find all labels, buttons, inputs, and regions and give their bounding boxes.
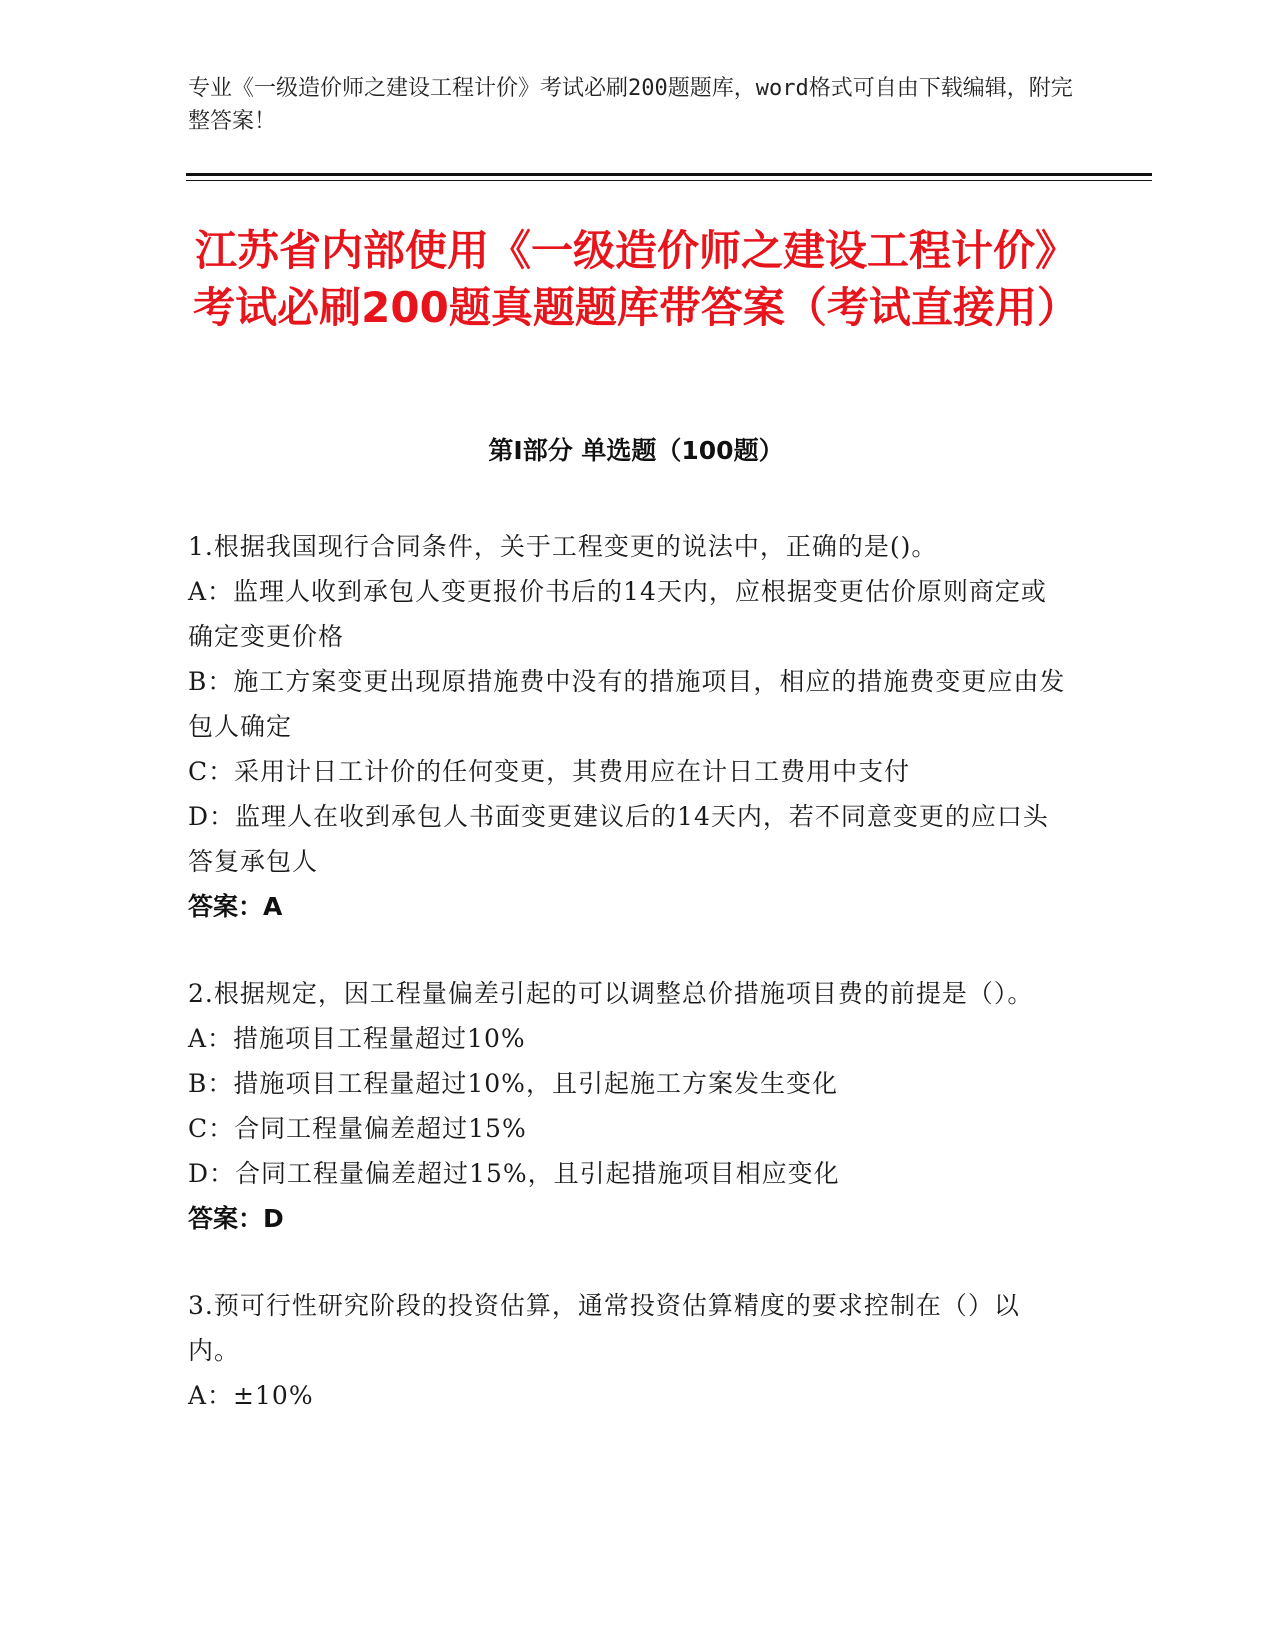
option-c: C：采用计日工计价的任何变更，其费用应在计日工费用中支付 [188, 757, 911, 786]
option-a: A：措施项目工程量超过10% [188, 1024, 526, 1053]
question-2 [188, 971, 1068, 1241]
header-divider-thin [186, 180, 1152, 181]
header-divider-thick [186, 173, 1152, 176]
header-note: 专业《一级造价师之建设工程计价》考试必刷200题题库，word格式可自由下载编辑，附完整答案！ [188, 76, 1073, 134]
question-stem: 1.根据我国现行合同条件，关于工程变更的说法中，正确的是()。 [188, 532, 938, 561]
option-b: B：措施项目工程量超过10%，且引起施工方案发生变化 [188, 1069, 838, 1098]
question-stem: 2.根据规定，因工程量偏差引起的可以调整总价措施项目费的前提是（）。 [188, 979, 1034, 1008]
answer: 答案：A [188, 892, 283, 921]
option-d: D：合同工程量偏差超过15%，且引起措施项目相应变化 [188, 1159, 840, 1188]
question-stem: 3.预可行性研究阶段的投资估算，通常投资估算精度的要求控制在（）以内。 [188, 1291, 1020, 1365]
option-a: A：监理人收到承包人变更报价书后的14天内，应根据变更估价原则商定或确定变更价格 [188, 577, 1047, 651]
option-d: D：监理人在收到承包人书面变更建议后的14天内，若不同意变更的应口头答复承包人 [188, 802, 1049, 876]
question-1 [188, 524, 1068, 929]
question-list [188, 524, 1068, 1460]
answer: 答案：D [188, 1204, 284, 1233]
section-title: 第Ⅰ部分 单选题（100题） [488, 436, 784, 465]
option-a: A：±10% [188, 1381, 314, 1410]
option-b: B：施工方案变更出现原措施费中没有的措施项目，相应的措施费变更应由发包人确定 [188, 667, 1066, 741]
question-3 [188, 1283, 1068, 1418]
document-title: 江苏省内部使用《一级造价师之建设工程计价》考试必刷200题真题题库带答案（考试直接用） [193, 226, 1079, 332]
option-c: C：合同工程量偏差超过15% [188, 1114, 527, 1143]
